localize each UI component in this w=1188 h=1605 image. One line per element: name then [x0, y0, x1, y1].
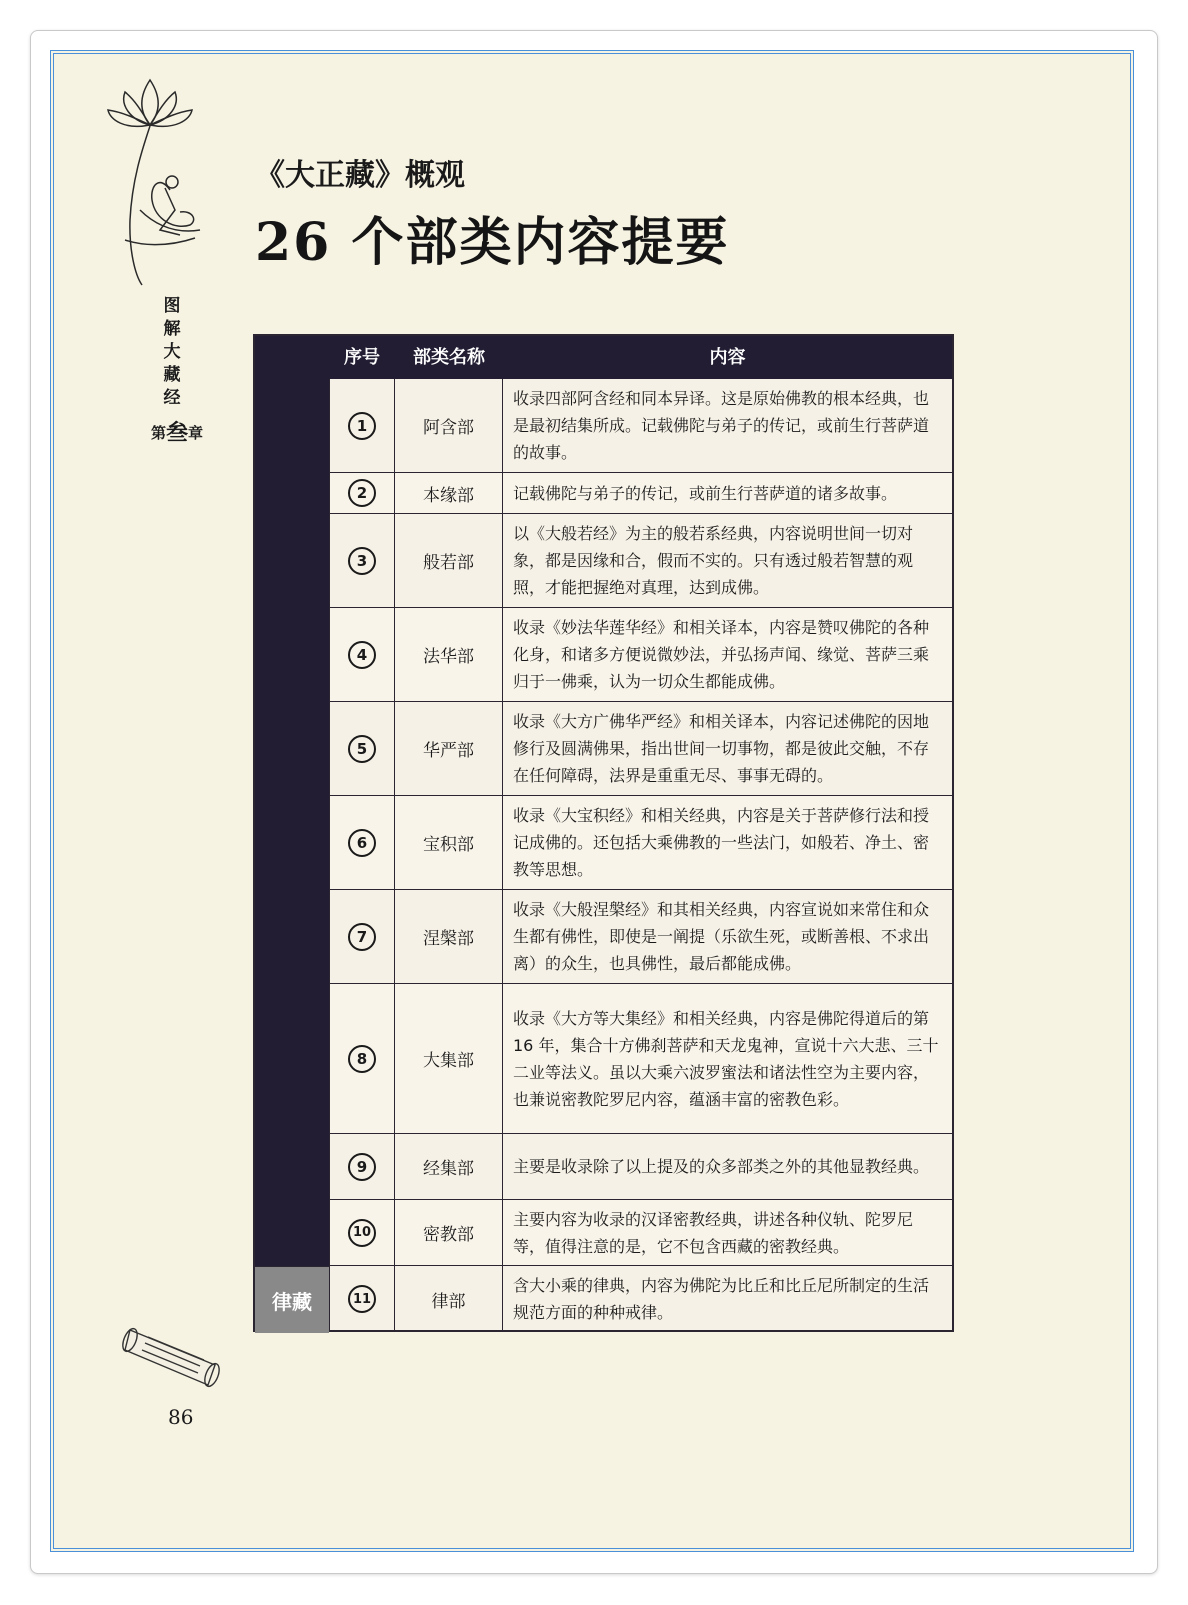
chapter-prefix: 第	[150, 424, 166, 442]
table-row	[329, 1134, 952, 1200]
table-row	[329, 796, 952, 890]
category-name: 般若部	[395, 514, 503, 607]
category-content: 收录《大方等大集经》和相关经典，内容是佛陀得道后的第 16 年，集合十方佛刹菩萨和天龙鬼神，宣说十六大悲、三十二业等法义。虽以大乘六波罗蜜法和诸法性空为主要内容，也兼说密教陀罗尼内容，蕴涵丰富的密教色彩。	[513, 1008, 939, 1109]
category-name: 经集部	[395, 1134, 503, 1199]
table-header	[329, 336, 952, 379]
group-label-vinaya: 律藏	[255, 1266, 329, 1333]
category-name: 宝积部	[395, 796, 503, 889]
table-row	[329, 379, 952, 473]
category-name: 大集部	[395, 984, 503, 1133]
category-content: 主要是收录除了以上提及的众多部类之外的其他显教经典。	[513, 1157, 930, 1176]
table-row	[329, 984, 952, 1134]
scroll-illustration-icon	[120, 1310, 235, 1400]
category-content: 以《大般若经》为主的般若系经典，内容说明世间一切对象，都是因缘和合，假而不实的。只有透过般若智慧的观照，才能把握绝对真理，达到成佛。	[513, 524, 914, 597]
row-number: 5	[348, 735, 376, 763]
category-name: 法华部	[395, 608, 503, 701]
category-content: 主要内容为收录的汉译密教经典，讲述各种仪轨、陀罗尼等，值得注意的是，它不包含西藏的密教经典。	[513, 1209, 914, 1256]
category-name: 华严部	[395, 702, 503, 795]
category-content: 收录《大方广佛华严经》和相关译本，内容记述佛陀的因地修行及圆满佛果，指出世间一切事物，都是彼此交触，不存在任何障碍，法界是重重无尽、事事无碍的。	[513, 712, 930, 785]
row-number: 11	[348, 1285, 376, 1313]
table-row	[329, 608, 952, 702]
column-header-content: 内容	[709, 347, 746, 368]
row-number: 3	[348, 547, 376, 575]
row-number: 2	[348, 479, 376, 507]
category-name: 本缘部	[395, 473, 503, 513]
table-row	[329, 473, 952, 514]
category-table	[253, 334, 954, 1332]
category-name: 密教部	[395, 1200, 503, 1265]
page-number: 86	[168, 1405, 194, 1429]
book-title-vertical: 图解大藏经	[163, 296, 181, 408]
row-number: 9	[348, 1153, 376, 1181]
category-content: 收录《大般涅槃经》和其相关经典，内容宣说如来常住和众生都有佛性，即使是一阐提（乐欲生死，或断善根、不求出离）的众生，也具佛性，最后都能成佛。	[513, 900, 930, 973]
column-header-number: 序号	[344, 347, 380, 368]
category-name: 涅槃部	[395, 890, 503, 983]
row-number: 8	[348, 1045, 376, 1073]
table-row	[329, 890, 952, 984]
category-content: 含大小乘的律典，内容为佛陀为比丘和比丘尼所制定的生活规范方面的种种戒律。	[513, 1276, 930, 1322]
lotus-illustration-icon	[80, 70, 220, 290]
category-content: 收录《大宝积经》和相关经典，内容是关于菩萨修行法和授记成佛的。还包括大乘佛教的一些法门，如般若、净土、密教等思想。	[513, 806, 930, 879]
page-subtitle: 《大正藏》概观	[255, 158, 465, 193]
chapter-suffix: 章	[188, 424, 204, 442]
chapter-marker	[142, 414, 212, 445]
row-number: 10	[348, 1219, 376, 1247]
column-header-name: 部类名称	[413, 347, 485, 368]
category-content: 收录四部阿含经和同本异译。这是原始佛教的根本经典，也是最初结集所成。记载佛陀与弟子的传记，或前生行菩萨道的故事。	[513, 389, 930, 462]
row-number: 7	[348, 923, 376, 951]
table-row	[329, 514, 952, 608]
table-side-column	[255, 336, 329, 1266]
category-content: 记载佛陀与弟子的传记，或前生行菩萨道的诸多故事。	[513, 483, 898, 503]
category-name: 阿含部	[395, 379, 503, 472]
category-content: 收录《妙法华莲华经》和相关译本，内容是赞叹佛陀的各种化身，和诸多方便说微妙法，并弘扬声闻、缘觉、菩萨三乘归于一佛乘，认为一切众生都能成佛。	[513, 618, 930, 691]
row-number: 1	[348, 412, 376, 440]
table-row	[329, 1266, 952, 1332]
chapter-number: 叁	[165, 420, 188, 446]
page-title: 26 个部类内容提要	[255, 212, 730, 273]
row-number: 4	[348, 641, 376, 669]
table-row	[329, 1200, 952, 1266]
table-row	[329, 702, 952, 796]
category-name: 律部	[395, 1266, 503, 1332]
row-number: 6	[348, 829, 376, 857]
